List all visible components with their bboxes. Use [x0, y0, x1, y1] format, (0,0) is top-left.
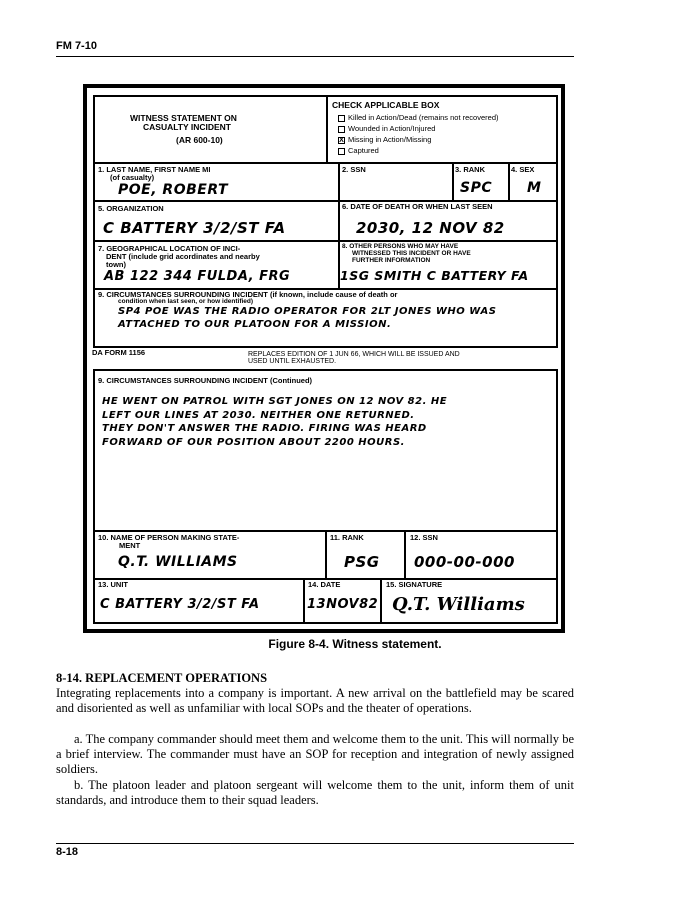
paragraph-intro: Integrating replacements into a company is important. A new arrival on the battlefield may be scared and disoriented as well as unfamiliar with local SOPs and the theater of operations. — [56, 686, 574, 716]
field-8-label-2: WITNESSED THIS INCIDENT OR HAVE — [352, 250, 471, 257]
divider — [325, 530, 327, 578]
field-7-label-3: town) — [106, 260, 126, 269]
divider — [326, 95, 328, 163]
check-option-kia[interactable] — [338, 114, 499, 122]
witness-ssn[interactable]: 000-00-000 — [414, 553, 515, 571]
other-witnesses[interactable]: 1SG SMITH C BATTERY FA — [340, 268, 529, 283]
field-10-label: 10. NAME OF PERSON MAKING STATE- — [98, 533, 240, 542]
divider — [380, 578, 382, 624]
check-label: Killed in Action/Dead (remains not recovered) — [348, 113, 499, 122]
da-form-number: DA FORM 1156 — [92, 348, 146, 357]
page-number: 8-18 — [56, 846, 79, 858]
witness-signature[interactable]: Q.T. Williams — [392, 594, 525, 615]
continued-line-4[interactable]: FORWARD OF OUR POSITION ABOUT 2200 HOURS. — [102, 437, 405, 448]
figure-caption: Figure 8-4. Witness statement. — [268, 637, 442, 651]
checkbox-captured[interactable] — [338, 148, 345, 155]
field-11-label: 11. RANK — [330, 533, 364, 542]
witness-unit[interactable]: C BATTERY 3/2/ST FA — [100, 597, 260, 612]
field-1-sublabel: (of casualty) — [110, 173, 155, 182]
check-label: Captured — [348, 146, 379, 155]
form-title-2: CASUALTY INCIDENT — [143, 122, 231, 132]
field-4-label: 4. SEX — [511, 165, 535, 174]
replaces-note-2: USED UNTIL EXHAUSTED. — [248, 358, 337, 365]
field-1-label: 1. LAST NAME, FIRST NAME MI — [98, 165, 211, 174]
casualty-name[interactable]: POE, ROBERT — [118, 182, 229, 198]
divider — [404, 530, 406, 578]
witness-rank[interactable]: PSG — [344, 553, 380, 571]
checkbox-wia[interactable] — [338, 126, 345, 133]
continued-line-1[interactable]: HE WENT ON PATROL WITH SGT JONES ON 12 NOV 82. HE — [102, 396, 448, 407]
checkbox-mia[interactable]: X — [339, 136, 344, 144]
circumstances-line-2[interactable]: ATTACHED TO OUR PLATOON FOR A MISSION. — [118, 319, 392, 330]
continued-line-3[interactable]: THEY DON'T ANSWER THE RADIO. FIRING WAS HEARD — [102, 423, 427, 434]
field-2-label: 2. SSN — [342, 165, 366, 174]
replaces-note: REPLACES EDITION OF 1 JUN 66, WHICH WILL BE ISSUED AND — [248, 351, 460, 358]
footer-rule — [56, 843, 574, 844]
casualty-sex[interactable]: M — [527, 180, 542, 196]
field-7-label: 7. GEOGRAPHICAL LOCATION OF INCI- — [98, 244, 241, 253]
check-heading: CHECK APPLICABLE BOX — [332, 100, 440, 110]
incident-location[interactable]: AB 122 344 FULDA, FRG — [104, 269, 291, 284]
date-last-seen[interactable]: 2030, 12 NOV 82 — [356, 219, 505, 237]
divider — [338, 200, 340, 240]
divider — [508, 162, 510, 200]
field-9-label: 9. CIRCUMSTANCES SURROUNDING INCIDENT (if known, include cause of death or — [98, 290, 398, 299]
check-option-captured[interactable] — [338, 147, 379, 155]
header-rule — [56, 56, 574, 57]
check-option-mia[interactable] — [338, 136, 431, 144]
check-label: Missing in Action/Missing — [348, 135, 432, 144]
rule — [93, 240, 558, 242]
field-12-label: 12. SSN — [410, 533, 438, 542]
casualty-rank[interactable]: SPC — [460, 180, 493, 196]
field-5-label: 5. ORGANIZATION — [98, 204, 164, 213]
paragraph-a: a. The company commander should meet them and welcome them to the unit. This will normally be a brief interview. The commander must have an SOP for reception and integration of newly assigned soldiers. — [56, 732, 574, 777]
check-label: Wounded in Action/Injured — [348, 124, 436, 133]
continued-label: 9. CIRCUMSTANCES SURROUNDING INCIDENT (Continued) — [98, 376, 313, 385]
statement-date[interactable]: 13NOV82 — [307, 597, 379, 612]
field-10-label-2: MENT — [119, 541, 141, 550]
running-header: FM 7-10 — [56, 40, 97, 52]
divider — [303, 578, 305, 624]
field-8-label: 8. OTHER PERSONS WHO MAY HAVE — [342, 243, 459, 250]
field-7-label-2: DENT (include grid acordinates and nearby — [106, 252, 260, 261]
continued-line-2[interactable]: LEFT OUR LINES AT 2030. NEITHER ONE RETURNED. — [102, 410, 415, 421]
field-3-label: 3. RANK — [455, 165, 486, 174]
divider — [452, 162, 454, 200]
field-13-label: 13. UNIT — [98, 580, 129, 589]
field-8-label-3: FURTHER INFORMATION — [352, 257, 431, 264]
form-title: WITNESS STATEMENT ON — [130, 113, 237, 123]
form-regulation: (AR 600-10) — [176, 135, 223, 145]
witness-name[interactable]: Q.T. WILLIAMS — [118, 554, 238, 570]
rule — [93, 162, 558, 164]
field-6-label: 6. DATE OF DEATH OR WHEN LAST SEEN — [342, 202, 493, 211]
check-option-wia[interactable] — [338, 125, 435, 133]
field-9-sublabel: condition when last seen, or how identified) — [118, 298, 254, 305]
field-15-label: 15. SIGNATURE — [386, 580, 443, 589]
circumstances-line-1[interactable]: SP4 POE WAS THE RADIO OPERATOR FOR 2LT JONES WHO WAS — [118, 306, 497, 317]
section-title: 8-14. REPLACEMENT OPERATIONS — [56, 671, 268, 685]
divider — [338, 162, 340, 200]
checkbox-kia[interactable] — [338, 115, 345, 122]
field-14-label: 14. DATE — [308, 580, 341, 589]
paragraph-b: b. The platoon leader and platoon sergeant will welcome them to the unit, inform them of unit standards, and introduce them to their squad leaders. — [56, 778, 574, 808]
casualty-organization[interactable]: C BATTERY 3/2/ST FA — [103, 219, 286, 237]
